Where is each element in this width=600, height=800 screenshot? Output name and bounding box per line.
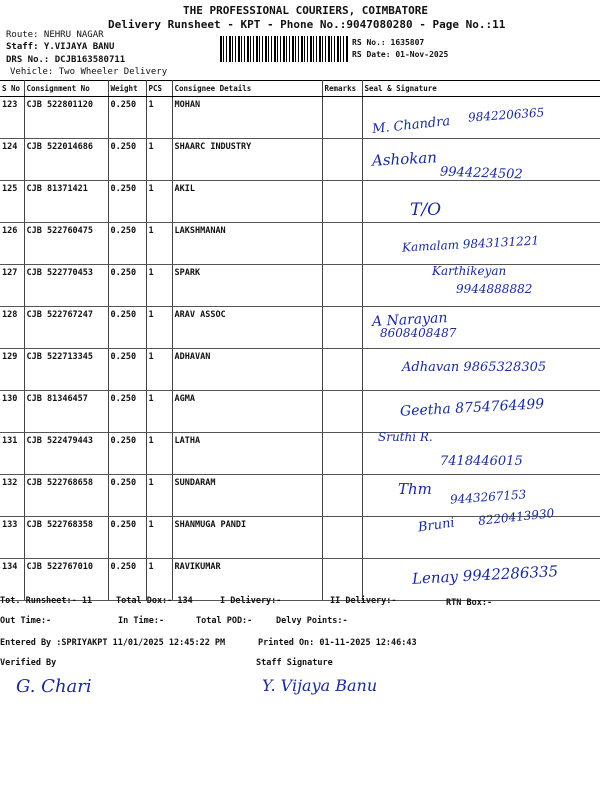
table-header-row (0, 81, 600, 97)
consignee-cell: ARAV ASSOC (172, 307, 322, 349)
consignee-cell: ADHAVAN (172, 349, 322, 391)
pcs-cell: 1 (146, 517, 172, 559)
printed-on: Printed On: 01-11-2025 12:46:43 (258, 638, 417, 648)
sno-cell: 130 (0, 391, 24, 433)
consignment-cell: CJB 81346457 (24, 391, 108, 433)
pcs-cell: 1 (146, 349, 172, 391)
pcs-cell: 1 (146, 307, 172, 349)
consignee-cell: AKIL (172, 181, 322, 223)
consignee-cell: AGMA (172, 391, 322, 433)
signature-cell (362, 181, 600, 223)
consignment-cell: CJB 522768658 (24, 475, 108, 517)
weight-cell: 0.250 (108, 433, 146, 475)
consignee-cell: MOHAN (172, 97, 322, 139)
sno-cell: 131 (0, 433, 24, 475)
consignment-cell: CJB 522713345 (24, 349, 108, 391)
handwritten-signature: Ashokan (371, 148, 438, 170)
consignment-cell: CJB 522768358 (24, 517, 108, 559)
weight-cell: 0.250 (108, 265, 146, 307)
consignment-cell: CJB 81371421 (24, 181, 108, 223)
consignment-cell: CJB 522770453 (24, 265, 108, 307)
consignment-cell: CJB 522767247 (24, 307, 108, 349)
consignee-cell: SPARK (172, 265, 322, 307)
remarks-cell (322, 265, 362, 307)
sno-cell: 133 (0, 517, 24, 559)
handwritten-signature: Karthikeyan (432, 264, 507, 278)
remarks-cell (322, 559, 362, 601)
in-time: In Time:- (118, 616, 165, 626)
route-label: Route: NEHRU NAGAR (6, 30, 104, 40)
handwritten-signature: T/O (410, 200, 442, 220)
handwritten-phone: 9842206365 (467, 105, 545, 125)
sno-cell: 123 (0, 97, 24, 139)
total-runsheet: Tot. Runsheet:- 11 (0, 596, 93, 606)
handwritten-signature: Kamalam 9843131221 (401, 233, 540, 255)
weight-cell: 0.250 (108, 223, 146, 265)
remarks-cell (322, 433, 362, 475)
remarks-cell (322, 181, 362, 223)
handwritten-signature: M. Chandra (371, 113, 451, 138)
remarks-cell (322, 391, 362, 433)
barcode-image (220, 36, 348, 62)
sno-cell: 125 (0, 181, 24, 223)
col-pcs: PCS (146, 81, 172, 97)
sno-cell: 124 (0, 139, 24, 181)
weight-cell: 0.250 (108, 391, 146, 433)
handwritten-signature: Thm (398, 480, 432, 498)
weight-cell: 0.250 (108, 181, 146, 223)
table-row (0, 181, 600, 223)
verified-signature: G. Chari (16, 676, 92, 697)
handwritten-phone: 9944888882 (456, 282, 533, 296)
weight-cell: 0.250 (108, 559, 146, 601)
col-consignee: Consignee Details (172, 81, 322, 97)
entered-by: Entered By :SPRIYAKPT 11/01/2025 12:45:22 PM (0, 638, 226, 648)
delvy-points: Delvy Points:- (276, 616, 348, 626)
table-row (0, 307, 600, 349)
total-pod: Total POD:- (196, 616, 253, 626)
sno-cell: 132 (0, 475, 24, 517)
consignment-cell: CJB 522479443 (24, 433, 108, 475)
handwritten-signature: Adhavan 9865328305 (402, 360, 547, 375)
col-seal-signature: Seal & Signature (362, 81, 600, 97)
sno-cell: 128 (0, 307, 24, 349)
sno-cell: 127 (0, 265, 24, 307)
consignment-cell: CJB 522014686 (24, 139, 108, 181)
pcs-cell: 1 (146, 139, 172, 181)
pcs-cell: 1 (146, 391, 172, 433)
vehicle-label: Vehicle: Two Wheeler Delivery (10, 67, 168, 77)
total-dox: Total Dox:- 134 (116, 596, 193, 606)
remarks-cell (322, 97, 362, 139)
sno-cell: 126 (0, 223, 24, 265)
weight-cell: 0.250 (108, 517, 146, 559)
i-delivery: I Delivery:- (220, 596, 282, 606)
sno-cell: 134 (0, 559, 24, 601)
handwritten-signature: A Narayan (371, 310, 448, 330)
consignee-cell: SUNDARAM (172, 475, 322, 517)
out-time: Out Time:- (0, 616, 52, 626)
rtn-box: RTN Box:- (446, 598, 493, 608)
pcs-cell: 1 (146, 559, 172, 601)
handwritten-signature: Geetha 8754764499 (399, 396, 545, 420)
pcs-cell: 1 (146, 181, 172, 223)
col-consignment: Consignment No (24, 81, 108, 97)
handwritten-phone: 9944224502 (439, 164, 523, 183)
handwritten-signature: Bruni (417, 515, 456, 536)
col-weight: Weight (108, 81, 146, 97)
handwritten-phone: 7418446015 (440, 454, 523, 469)
runsheet-subtitle: Delivery Runsheet - KPT - Phone No.:9047080280 - Page No.:11 (108, 18, 506, 31)
weight-cell: 0.250 (108, 475, 146, 517)
consignment-cell: CJB 522760475 (24, 223, 108, 265)
col-sno: S No (0, 81, 24, 97)
weight-cell: 0.250 (108, 97, 146, 139)
consignee-cell: LATHA (172, 433, 322, 475)
remarks-cell (322, 517, 362, 559)
rs-date: RS Date: 01-Nov-2025 (352, 50, 449, 59)
remarks-cell (322, 139, 362, 181)
staff-signature-label: Staff Signature (256, 658, 333, 668)
pcs-cell: 1 (146, 433, 172, 475)
pcs-cell: 1 (146, 265, 172, 307)
drs-label: DRS No.: DCJB163580711 (6, 55, 126, 65)
weight-cell: 0.250 (108, 349, 146, 391)
consignee-cell: RAVIKUMAR (172, 559, 322, 601)
ii-delivery: II Delivery:- (330, 596, 397, 606)
weight-cell: 0.250 (108, 307, 146, 349)
staff-label: Staff: Y.VIJAYA BANU (6, 42, 115, 52)
handwritten-phone: 8608408487 (380, 326, 457, 340)
remarks-cell (322, 223, 362, 265)
pcs-cell: 1 (146, 475, 172, 517)
consignment-cell: CJB 522767010 (24, 559, 108, 601)
col-remarks: Remarks (322, 81, 362, 97)
consignee-cell: SHANMUGA PANDI (172, 517, 322, 559)
pcs-cell: 1 (146, 223, 172, 265)
rs-number: RS No.: 1635807 (352, 38, 425, 47)
handwritten-signature: Sruthi R. (378, 430, 433, 444)
remarks-cell (322, 349, 362, 391)
handwritten-phone: 8220413930 (477, 506, 555, 528)
company-title: THE PROFESSIONAL COURIERS, COIMBATORE (183, 4, 429, 17)
sno-cell: 129 (0, 349, 24, 391)
verified-by-label: Verified By (0, 658, 57, 668)
remarks-cell (322, 475, 362, 517)
handwritten-signature: Lenay 9942286335 (411, 562, 559, 588)
pcs-cell: 1 (146, 97, 172, 139)
consignee-cell: SHAARC INDUSTRY (172, 139, 322, 181)
consignee-cell: LAKSHMANAN (172, 223, 322, 265)
remarks-cell (322, 307, 362, 349)
staff-signature: Y. Vijaya Banu (262, 676, 378, 695)
weight-cell: 0.250 (108, 139, 146, 181)
consignment-cell: CJB 522801120 (24, 97, 108, 139)
handwritten-phone: 9443267153 (449, 487, 527, 507)
